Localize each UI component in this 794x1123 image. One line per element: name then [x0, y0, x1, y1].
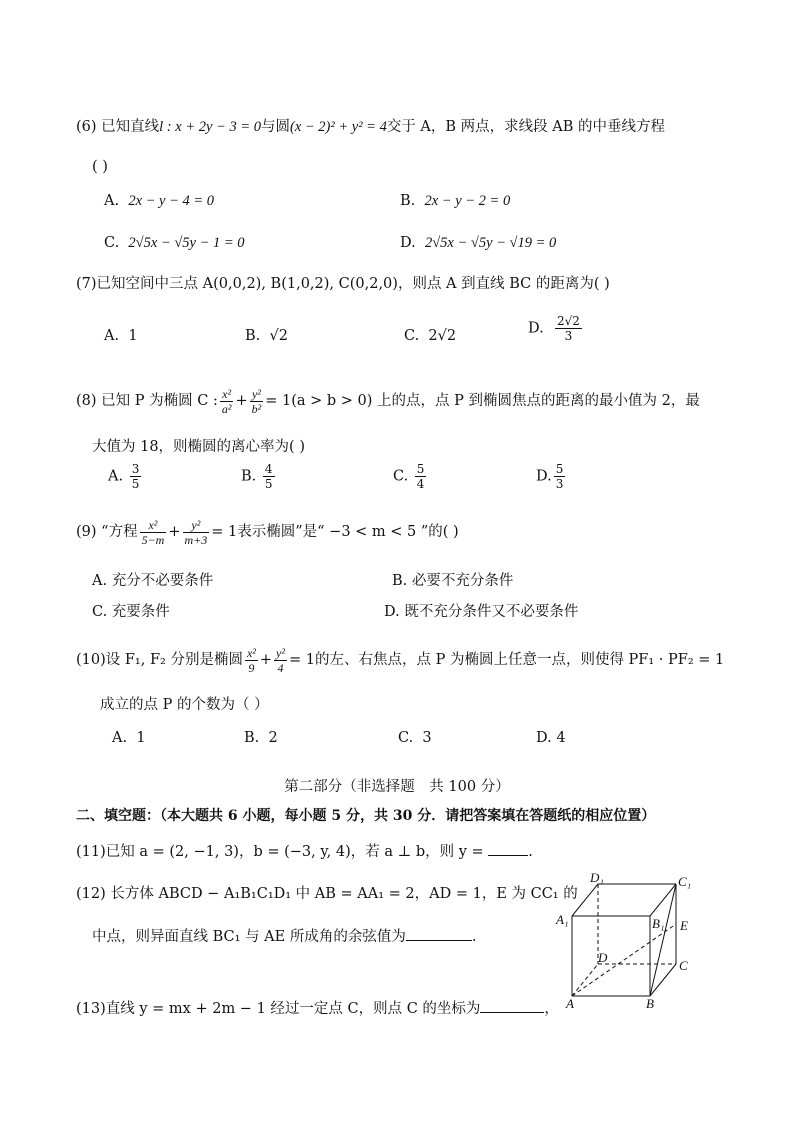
question-12: (12) 长方体 ABCD − A₁B₁C₁D₁ 中 AB = AA₁ = 2，AD = 1，E 为 CC₁ 的 — [76, 886, 578, 902]
option-c[interactable] — [92, 602, 170, 622]
fraction — [554, 462, 566, 491]
option-d[interactable] — [536, 462, 567, 491]
numerator: x² — [140, 518, 167, 533]
section-heading: 二、填空题：（本大题共 6 小题，每小题 5 分，共 30 分．请把答案填在答题纸的相应位置） — [76, 808, 656, 824]
question-text: = 1表示椭圆”是“ −3 < m < 5 ”的( ) — [211, 524, 459, 540]
numerator: 5 — [416, 462, 425, 476]
option-text: √2 — [269, 328, 288, 344]
answer-blank[interactable] — [406, 940, 472, 941]
label-e: E — [680, 918, 688, 933]
fraction — [140, 518, 167, 547]
option-text: 4 — [556, 730, 566, 746]
option-a[interactable] — [104, 326, 138, 346]
numerator: 3 — [131, 462, 140, 476]
numerator: y² — [276, 645, 285, 660]
segment-bc1 — [650, 884, 676, 996]
question-13: (13)直线 y = mx + 2m − 1 经过一定点 C，则点 C 的坐标为 ， — [76, 1001, 559, 1017]
option-label: D. — [536, 730, 552, 746]
question-7 — [76, 274, 610, 294]
option-label: A. — [104, 328, 120, 344]
option-label: D. — [536, 468, 552, 485]
label-c1: C₁ — [678, 874, 692, 889]
denominator: 3 — [555, 477, 564, 491]
question-number: (10) — [76, 652, 106, 668]
option-label: C. — [393, 468, 409, 485]
option-label: A. — [92, 573, 108, 589]
edge — [572, 884, 598, 916]
option-c[interactable] — [398, 728, 432, 748]
option-text: 1 — [136, 730, 146, 746]
option-label: A. — [104, 193, 120, 209]
label-c: C — [679, 958, 688, 973]
option-text: 充分不必要条件 — [111, 573, 214, 589]
question-number: (7) — [76, 276, 97, 292]
question-text: “方程 — [101, 524, 138, 540]
option-text: 必要不充分条件 — [411, 573, 514, 589]
question-text: (13)直线 y = mx + 2m − 1 经过一定点 C，则点 C 的坐标为 — [76, 1001, 481, 1017]
option-text: 3 — [422, 730, 432, 746]
numerator: 4 — [264, 462, 273, 476]
fraction — [220, 387, 234, 416]
answer-blank[interactable] — [488, 855, 528, 856]
denominator: 3 — [564, 329, 573, 343]
option-d[interactable] — [536, 728, 566, 748]
question-12-line2: 中点，则异面直线 BC₁ 与 AE 所成角的余弦值为 . — [92, 929, 477, 945]
label-d: D — [598, 950, 608, 965]
label-b: B — [646, 996, 654, 1010]
option-c[interactable] — [393, 462, 428, 491]
denominator: 5 — [131, 477, 140, 491]
option-label: D. — [528, 320, 544, 337]
option-text: 2√5x − √5y − √19 = 0 — [424, 235, 557, 251]
fraction — [183, 518, 210, 547]
numerator: 5 — [555, 462, 564, 476]
label-d1: D₁ — [590, 872, 604, 885]
question-text: 设 F₁, F₂ 分别是椭圆 — [105, 652, 243, 668]
hidden-edge — [572, 964, 598, 996]
question-text: 与圆 — [261, 119, 290, 135]
option-label: C. — [104, 235, 120, 251]
label-a: A — [566, 996, 574, 1010]
numerator: x² — [246, 645, 256, 660]
option-label: D. — [384, 604, 400, 620]
question-number: (9) — [76, 524, 97, 540]
option-b[interactable] — [245, 326, 288, 346]
answer-paren: ( ) — [92, 159, 108, 175]
line-equation: l : x + 2y − 3 = 0 — [159, 119, 261, 135]
label-a1: A₁ — [556, 912, 569, 927]
question-text: = 1(a > b > 0) 上的点，点 P 到椭圆焦点的距离的最小值为 2，最 — [265, 393, 700, 409]
question-8: (8) 已知 P 为椭圆 C : $\frac{\text{x²}}{\text{a²}}$ + $\frac{\text{y²}}{\text{b²}}$ = 1(a > b > 0) 上的点，点 P 到椭圆焦点的距离的最小值为 2，最 — [76, 386, 700, 416]
fraction — [250, 387, 264, 416]
fraction — [263, 462, 275, 491]
answer-blank[interactable] — [480, 1012, 544, 1013]
denominator: b² — [251, 401, 262, 416]
option-b[interactable] — [392, 571, 513, 591]
cuboid-figure — [552, 872, 702, 1010]
option-a[interactable] — [112, 728, 146, 748]
option-label: C. — [398, 730, 414, 746]
question-number: (6) — [76, 119, 97, 135]
option-a[interactable] — [92, 571, 213, 591]
label-b1: B₁ — [652, 916, 665, 931]
question-text: (11)已知 a = (2, −1, 3)，b = (−3, y, 4)，若 a ⊥ b，则 y = — [76, 844, 484, 860]
question-9: (9) “方程 $\frac{\text{x²}}{5-m}$ + $\frac{\text{y²}}{m+3}$ = 1表示椭圆”是“ −3 < m < 5 ”的( ) — [76, 517, 459, 547]
numerator: y² — [250, 387, 264, 402]
fraction — [274, 646, 287, 675]
part-title: 第二部分（非选择题 共 100 分） — [284, 779, 510, 795]
option-text: 2 — [268, 730, 278, 746]
option-b[interactable] — [244, 728, 278, 748]
question-11: (11)已知 a = (2, −1, 3)，b = (−3, y, 4)，若 a ⊥ b，则 y = . — [76, 844, 533, 860]
question-number: (8) — [76, 393, 97, 409]
option-label: B. — [400, 193, 416, 209]
option-label: A. — [108, 468, 124, 485]
numerator: 2√2 — [556, 314, 580, 328]
option-d[interactable] — [384, 602, 578, 622]
question-text: = 1的左、右焦点，点 P 为椭圆上任意一点，则使得 PF₁ · PF₂ = 1 — [288, 652, 725, 668]
question-10: (10)设 F₁, F₂ 分别是椭圆 $\frac{\text{x²}}{9}$ + $\frac{\text{y²}}{4}$ = 1的左、右焦点，点 P 为椭圆上任意一点，则使得 PF₁ · PF₂ = 1 — [76, 645, 725, 675]
option-text: 2√5x − √5y − 1 = 0 — [128, 235, 245, 251]
option-label: C. — [404, 328, 420, 344]
numerator: x² — [220, 387, 234, 402]
fraction — [245, 646, 258, 675]
option-label: A. — [112, 730, 128, 746]
denominator: 9 — [248, 660, 255, 675]
denominator: 5 — [264, 477, 273, 491]
option-label: C. — [92, 604, 108, 620]
segment-ae — [572, 924, 676, 996]
question-6 — [76, 117, 665, 137]
option-b[interactable] — [400, 191, 510, 211]
denominator: 5−m — [141, 532, 165, 547]
question-text: 中点，则异面直线 BC₁ 与 AE 所成角的余弦值为 — [92, 929, 406, 945]
option-label: B. — [244, 730, 260, 746]
denominator: a² — [221, 401, 232, 416]
fraction — [415, 462, 427, 491]
option-a[interactable] — [108, 462, 143, 491]
option-label: B. — [392, 573, 408, 589]
circle-equation: (x − 2)² + y² = 4 — [290, 119, 387, 135]
denominator: 4 — [277, 660, 284, 675]
option-c[interactable] — [104, 233, 245, 253]
option-d[interactable] — [400, 233, 556, 253]
denominator: 4 — [416, 477, 425, 491]
option-label: B. — [241, 468, 257, 485]
option-c[interactable] — [404, 326, 456, 346]
question-text: 已知直线 — [101, 119, 160, 135]
option-text: 1 — [128, 328, 138, 344]
option-d[interactable] — [528, 314, 584, 343]
question-text: 交于 A，B 两点，求线段 AB 的中垂线方程 — [386, 119, 666, 135]
question-text: 已知空间中三点 A(0,0,2), B(1,0,2), C(0,2,0)，则点 A 到直线 BC 的距离为( ) — [96, 276, 610, 292]
option-label: B. — [245, 328, 261, 344]
option-text: 2x − y − 4 = 0 — [128, 193, 215, 209]
denominator: m+3 — [184, 532, 208, 547]
option-text: 2x − y − 2 = 0 — [424, 193, 511, 209]
fraction — [555, 314, 582, 343]
option-text: 2√2 — [428, 328, 457, 344]
option-text: 既不充分条件又不必要条件 — [404, 604, 579, 620]
option-a[interactable] — [104, 191, 214, 211]
question-text: 成立的点 P 的个数为（ ） — [100, 697, 269, 713]
option-b[interactable] — [241, 462, 277, 491]
option-text: 充要条件 — [111, 604, 170, 620]
question-text: 大值为 18，则椭圆的离心率为( ) — [92, 439, 305, 455]
numerator: y² — [183, 518, 210, 533]
fraction — [130, 462, 142, 491]
question-text: 已知 P 为椭圆 C : — [101, 393, 218, 409]
option-label: D. — [400, 235, 416, 251]
